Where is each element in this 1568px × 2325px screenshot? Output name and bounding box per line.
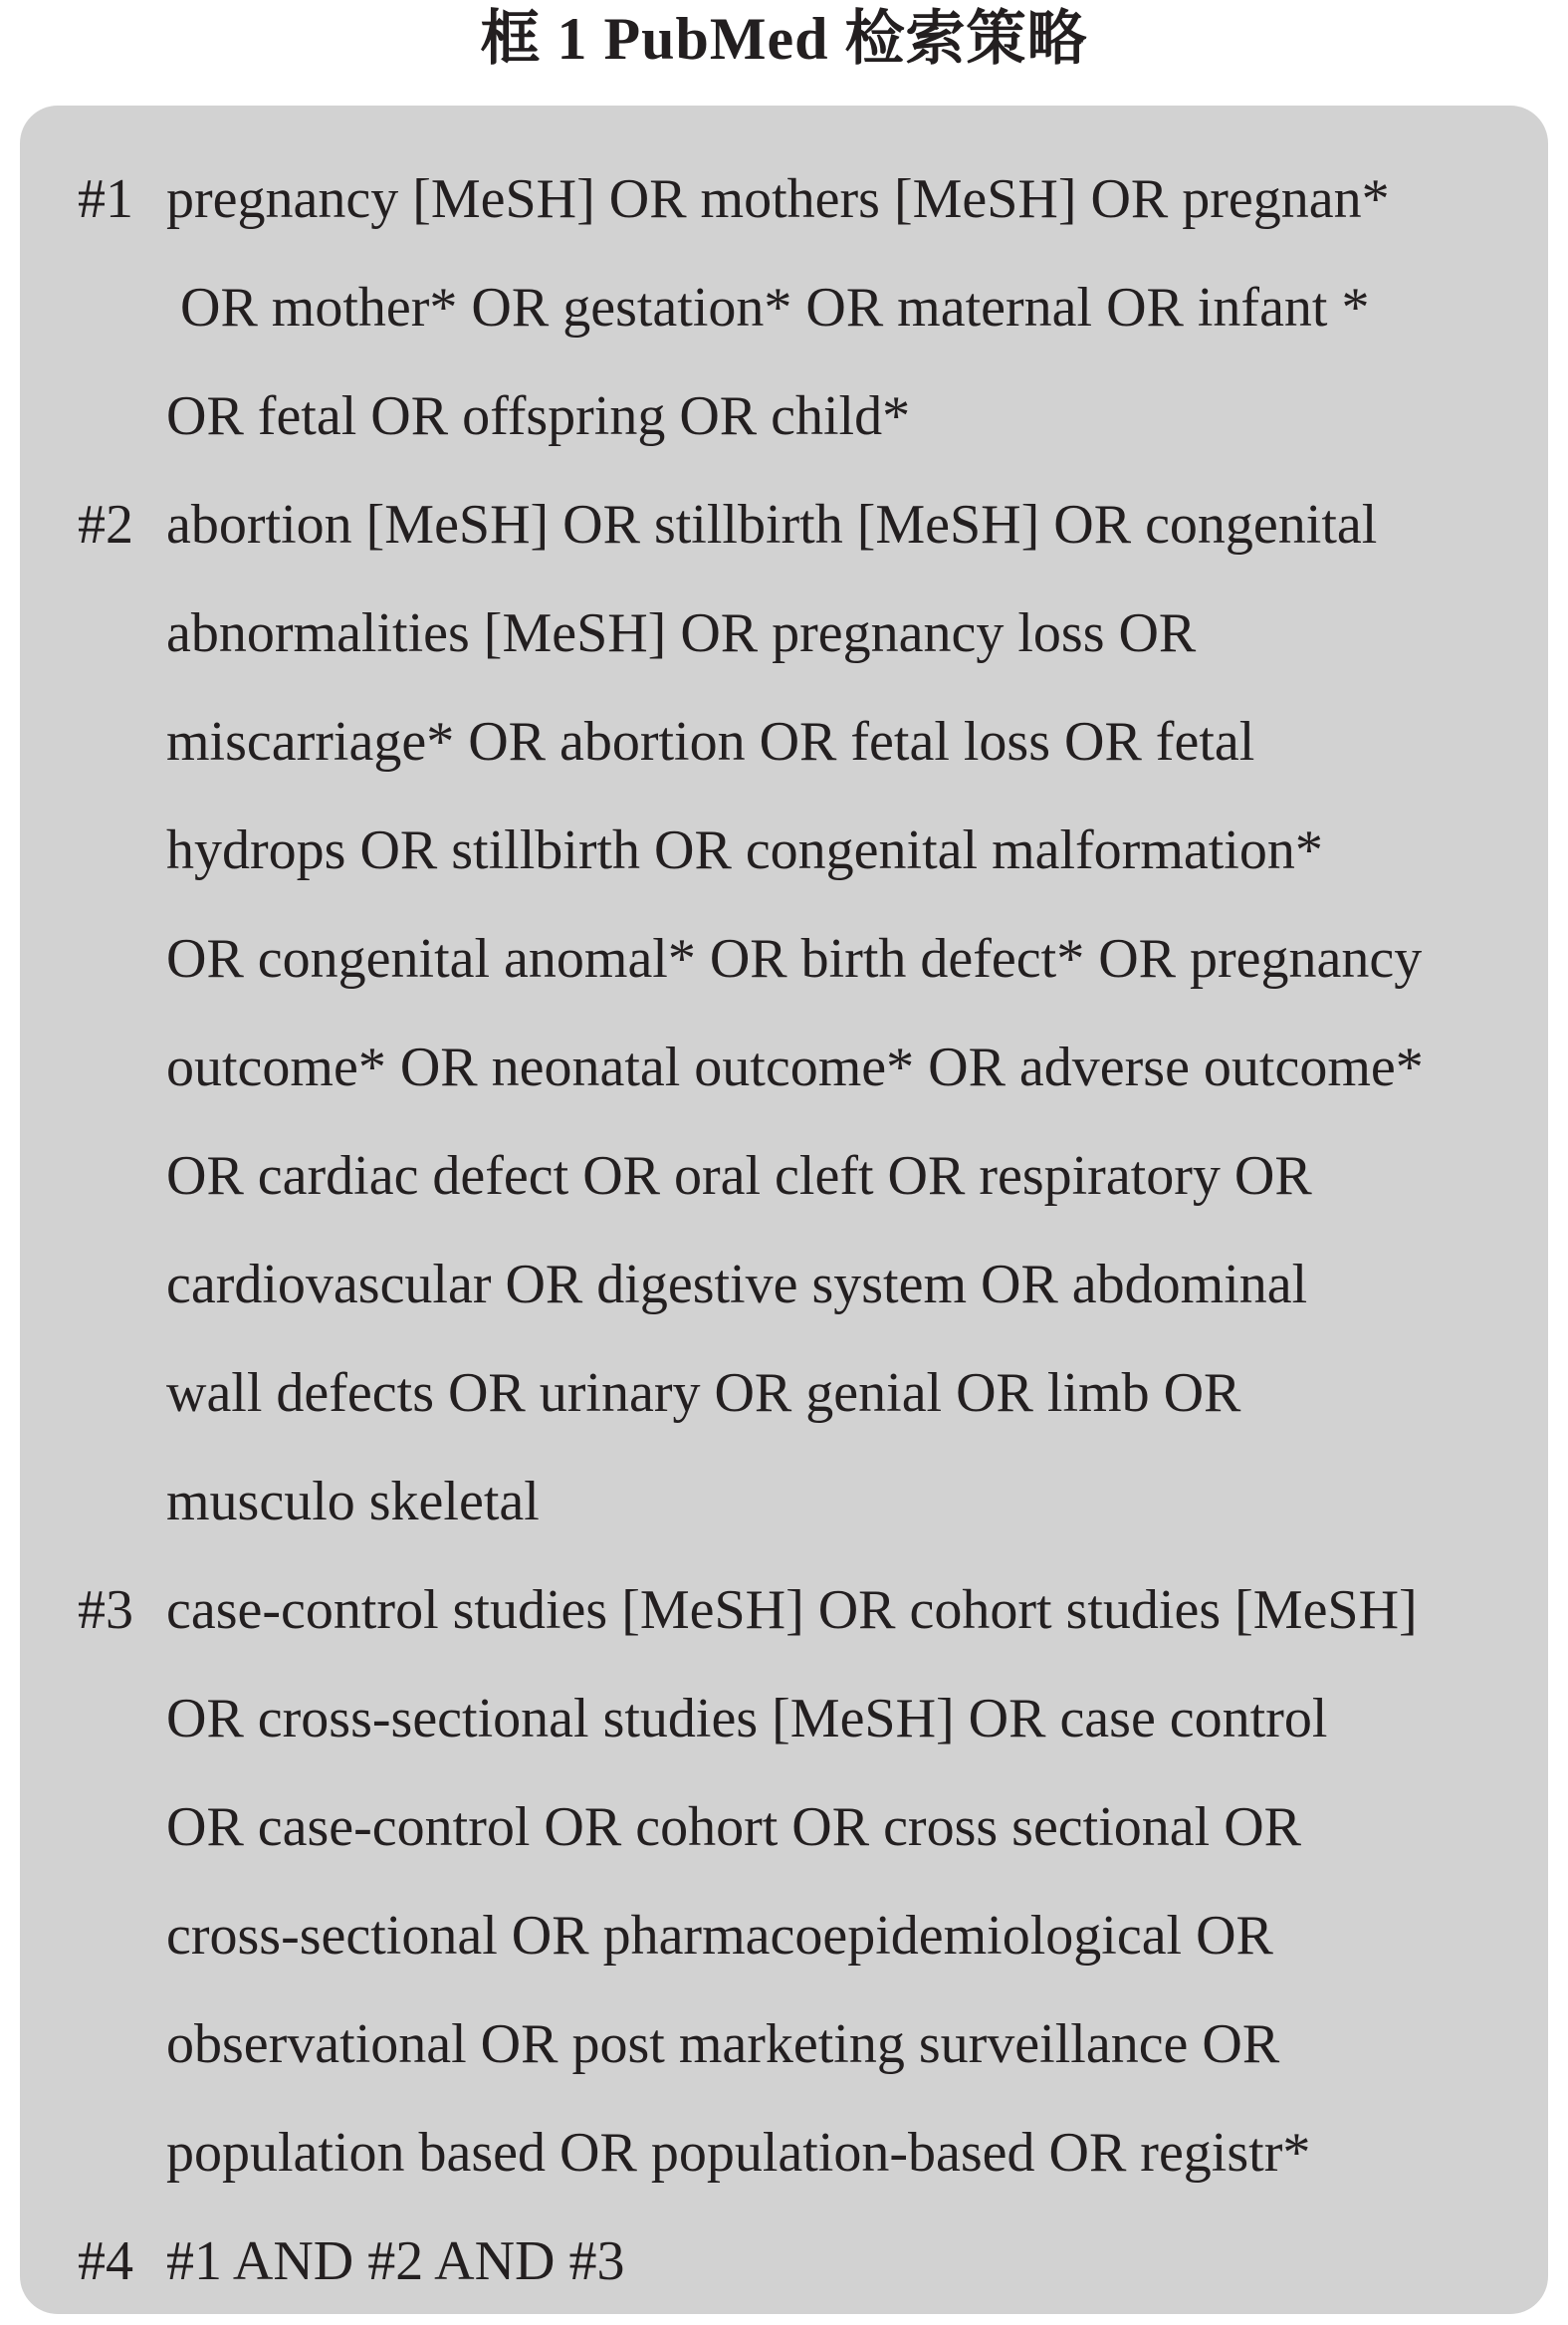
query-line: musculo skeletal — [166, 1471, 540, 1532]
search-entry-1 — [20, 145, 1518, 471]
query-line: wall defects OR urinary OR genial OR limb OR — [166, 1362, 1241, 1424]
query-line: pregnancy [MeSH] OR mothers [MeSH] OR pregnan* — [166, 168, 1390, 230]
query-line: cardiovascular OR digestive system OR abdominal — [166, 1254, 1308, 1315]
query-line: observational OR post marketing surveillance OR — [166, 2013, 1280, 2075]
query-line: OR fetal OR offspring OR child* — [166, 385, 911, 447]
query-line: OR congenital anomal* OR birth defect* OR pregnancy — [166, 928, 1423, 990]
query-line: hydrops OR stillbirth OR congenital malformation* — [166, 819, 1323, 881]
entry-query — [166, 2208, 1518, 2316]
entry-number: #3 — [78, 1579, 133, 1641]
query-line: abnormalities [MeSH] OR pregnancy loss OR — [166, 602, 1197, 664]
entry-query — [166, 471, 1518, 1556]
query-line: abortion [MeSH] OR stillbirth [MeSH] OR congenital — [166, 494, 1378, 556]
entry-number: #2 — [78, 494, 133, 556]
box-title: 框 1 PubMed 检索策略 — [480, 6, 1088, 72]
query-line: case-control studies [MeSH] OR cohort studies [MeSH] — [166, 1579, 1418, 1641]
query-line: population based OR population-based OR registr* — [166, 2122, 1311, 2184]
entry-query — [166, 1556, 1518, 2208]
query-line: OR mother* OR gestation* OR maternal OR infant * — [166, 277, 1370, 339]
query-line: cross-sectional OR pharmacoepidemiological OR — [166, 1905, 1273, 1967]
search-entry-4 — [20, 2208, 1518, 2316]
entry-number: #1 — [78, 168, 133, 230]
search-entry-2 — [20, 471, 1518, 1556]
query-line: OR cross-sectional studies [MeSH] OR case control — [166, 1688, 1328, 1749]
search-entry-3 — [20, 1556, 1518, 2208]
query-line: #1 AND #2 AND #3 — [166, 2230, 625, 2292]
entry-number: #4 — [78, 2230, 133, 2292]
query-line: OR cardiac defect OR oral cleft OR respiratory OR — [166, 1145, 1312, 1207]
entry-query — [166, 145, 1518, 471]
query-line: outcome* OR neonatal outcome* OR adverse outcome* — [166, 1037, 1424, 1098]
query-line: OR case-control OR cohort OR cross sectional OR — [166, 1796, 1301, 1858]
search-strategy-panel — [20, 106, 1548, 2314]
query-line: miscarriage* OR abortion OR fetal loss OR fetal — [166, 711, 1255, 773]
